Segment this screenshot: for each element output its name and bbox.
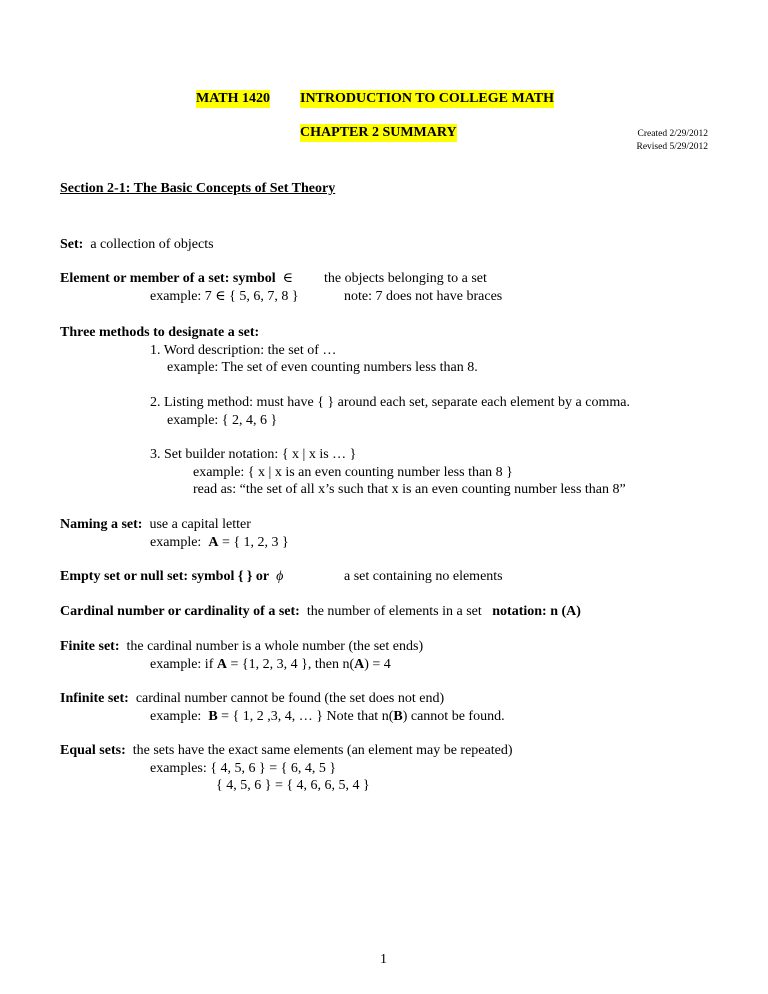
element-symbol: ∈: [282, 271, 294, 286]
element-term: Element or member of a set: symbol: [60, 271, 276, 286]
infinite-example: [150, 708, 505, 726]
naming-line: [60, 516, 251, 534]
naming-example-rest: = { 1, 2, 3 }: [221, 535, 289, 550]
equal-examples: examples: { 4, 5, 6 } = { 6, 4, 5 }: [150, 761, 337, 776]
cardinal-notation: notation: n (A): [492, 604, 581, 619]
finite-def: the cardinal number is a whole number (the set ends): [126, 639, 424, 654]
infinite-term: Infinite set:: [60, 691, 129, 706]
equal-def: the sets have the exact same elements (an element may be repeated): [132, 743, 513, 758]
finite-var-2: A: [354, 657, 365, 672]
empty-term: Empty set or null set: symbol { } or: [60, 569, 270, 584]
finite-term: Finite set:: [60, 639, 120, 654]
set-def-text: a collection of objects: [90, 237, 214, 252]
course-code: MATH 1420: [196, 91, 271, 106]
naming-def: use a capital letter: [149, 517, 251, 532]
equal-term: Equal sets:: [60, 743, 126, 758]
equal-example-2: { 4, 5, 6 } = { 4, 6, 6, 5, 4 }: [216, 778, 370, 793]
infinite-def: cardinal number cannot be found (the set does not end): [135, 691, 445, 706]
finite-line: [60, 638, 423, 656]
cardinal-line: [60, 603, 581, 621]
element-term-line: [60, 270, 293, 288]
infinite-var-1: B: [208, 709, 218, 724]
finite-example-b: = {1, 2, 3, 4 }, then n(: [230, 657, 355, 672]
finite-example-c: ) = 4: [364, 657, 391, 672]
finite-example-a: example: if: [150, 657, 214, 672]
section-heading: Section 2-1: The Basic Concepts of Set Theory: [60, 181, 336, 196]
element-note: note: 7 does not have braces: [344, 289, 503, 304]
infinite-example-a: example:: [150, 709, 202, 724]
cardinal-def: the number of elements in a set: [306, 604, 482, 619]
methods-heading: Three methods to designate a set:: [60, 325, 260, 340]
element-def: the objects belonging to a set: [324, 271, 487, 286]
equal-line: [60, 742, 513, 760]
phi-symbol: ϕ: [276, 569, 284, 584]
method-3-read: read as: “the set of all x’s such that x is an even counting number less than 8”: [193, 482, 626, 497]
infinite-var-2: B: [393, 709, 403, 724]
method-1: 1. Word description: the set of …: [150, 343, 337, 358]
page-number: 1: [380, 952, 387, 967]
element-example: example: 7 ∈ { 5, 6, 7, 8 }: [150, 289, 299, 304]
revised-date: Revised 5/29/2012: [636, 142, 708, 152]
empty-set-line: [60, 568, 283, 586]
empty-def: a set containing no elements: [344, 569, 503, 584]
set-term: Set:: [60, 237, 84, 252]
infinite-example-b: = { 1, 2 ,3, 4, … } Note that n(: [221, 709, 394, 724]
finite-example: [150, 656, 391, 674]
method-3: 3. Set builder notation: { x | x is … }: [150, 447, 357, 462]
finite-var-1: A: [216, 657, 227, 672]
naming-example-var: A: [208, 535, 219, 550]
naming-example: [150, 534, 289, 552]
infinite-example-c: ) cannot be found.: [402, 709, 505, 724]
cardinal-term: Cardinal number or cardinality of a set:: [60, 604, 300, 619]
course-title: INTRODUCTION TO COLLEGE MATH: [300, 91, 554, 106]
created-date: Created 2/29/2012: [637, 129, 708, 139]
infinite-line: [60, 690, 444, 708]
method-1-example: example: The set of even counting numbers less than 8.: [167, 360, 478, 375]
method-2-example: example: { 2, 4, 6 }: [167, 413, 278, 428]
method-2: 2. Listing method: must have { } around each set, separate each element by a comma.: [150, 395, 630, 410]
naming-example-prefix: example:: [150, 535, 202, 550]
method-3-example: example: { x | x is an even counting number less than 8 }: [193, 465, 513, 480]
naming-term: Naming a set:: [60, 517, 143, 532]
set-definition: [60, 236, 214, 254]
chapter-title: CHAPTER 2 SUMMARY: [300, 125, 457, 140]
